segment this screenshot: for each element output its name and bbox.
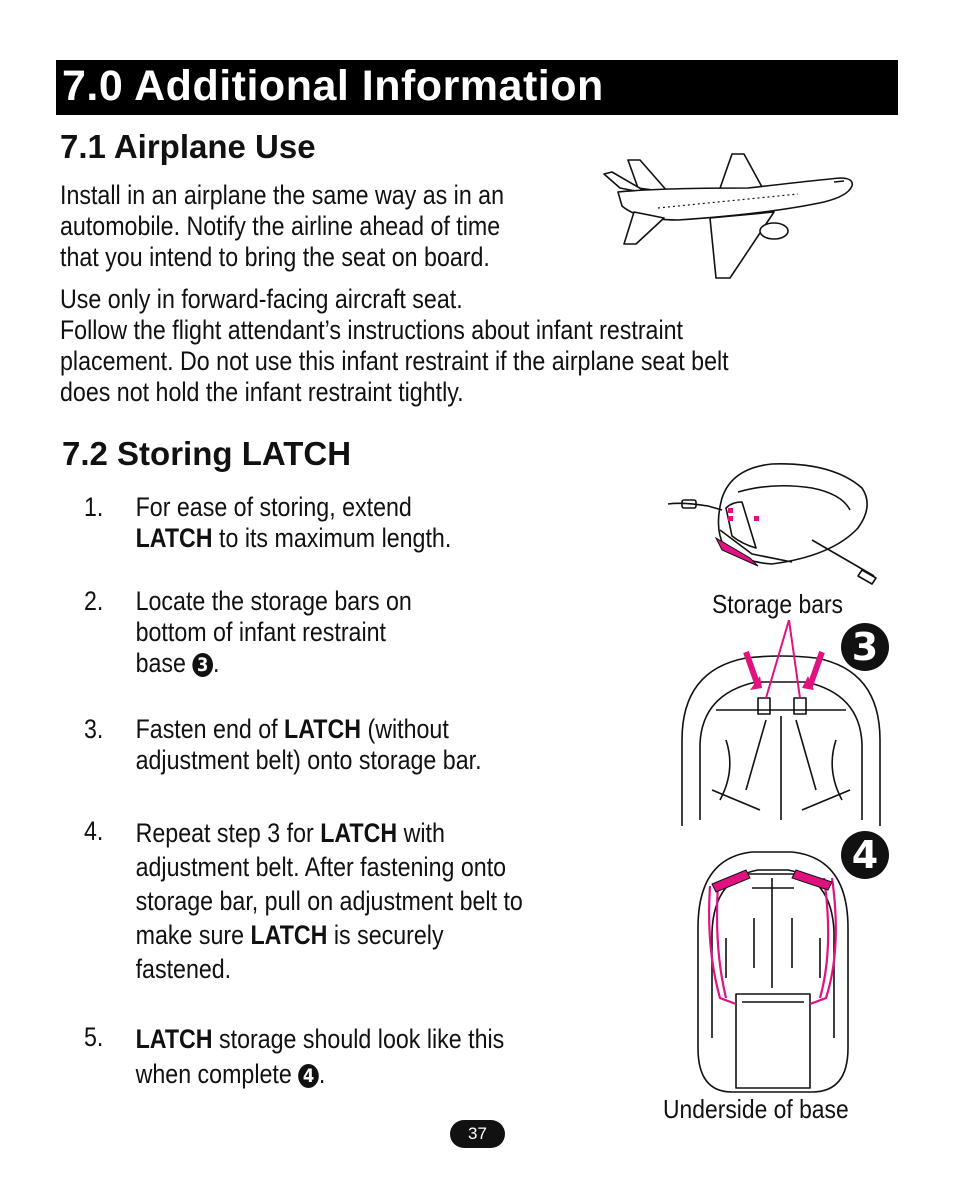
figure-ref-4-icon: 4 bbox=[298, 1064, 319, 1088]
step-4-number: 4. bbox=[84, 816, 104, 846]
page-number-badge: 37 bbox=[450, 1120, 505, 1148]
step-5: 5. LATCH storage should look like this when complete 4 . bbox=[84, 1022, 505, 1089]
step-5-number: 5. bbox=[84, 1022, 104, 1052]
latch-term: LATCH bbox=[135, 523, 213, 553]
latch-term: LATCH bbox=[250, 920, 328, 950]
underside-of-base-caption: Underside of base bbox=[663, 1094, 849, 1124]
section-title-storing: 7.2 Storing LATCH bbox=[62, 435, 352, 472]
page-title: 7.0 Additional Information bbox=[62, 62, 604, 110]
airplane-illustration bbox=[598, 148, 860, 283]
car-seat-illustration bbox=[662, 458, 888, 586]
step-4: 4. Repeat step 3 for LATCH with adjustment belt. After fastening onto storage bar, pull on adjustment belt to make sure LATCH is securely fastened. bbox=[84, 816, 523, 984]
storage-bars-caption: Storage bars bbox=[712, 589, 844, 619]
figure-4-badge: 4 bbox=[841, 831, 889, 879]
airplane-paragraph-2: Use only in forward-facing aircraft seat. Follow the flight attendant’s instructions about infant restraint placement. Do not use this infant restraint if the airplane seat belt does not hold the infant restraint tightly. bbox=[60, 284, 729, 407]
latch-term: LATCH bbox=[284, 714, 362, 744]
step-3: 3. Fasten end of LATCH (without adjustment belt) onto storage bar. bbox=[84, 714, 482, 775]
latch-term: LATCH bbox=[320, 818, 398, 848]
latch-term: LATCH bbox=[135, 1024, 213, 1054]
figure-ref-3-icon: 3 bbox=[192, 653, 213, 677]
step-2-number: 2. bbox=[84, 586, 104, 616]
step-1-number: 1. bbox=[84, 492, 104, 522]
figure-3-underside-illustration bbox=[676, 620, 886, 826]
figure-4-latch-stored-illustration bbox=[692, 848, 854, 1094]
step-3-number: 3. bbox=[84, 714, 104, 744]
step-2: 2. Locate the storage bars on bottom of infant restraint base 3 . bbox=[84, 586, 412, 678]
section-title-airplane: 7.1 Airplane Use bbox=[60, 128, 316, 165]
airplane-paragraph-1: Install in an airplane the same way as in an automobile. Notify the airline ahead of time that you intend to bring the seat on board. bbox=[60, 180, 505, 272]
figure-3-badge: 3 bbox=[841, 623, 889, 671]
step-1: 1. For ease of storing, extend LATCH to its maximum length. bbox=[84, 492, 452, 553]
